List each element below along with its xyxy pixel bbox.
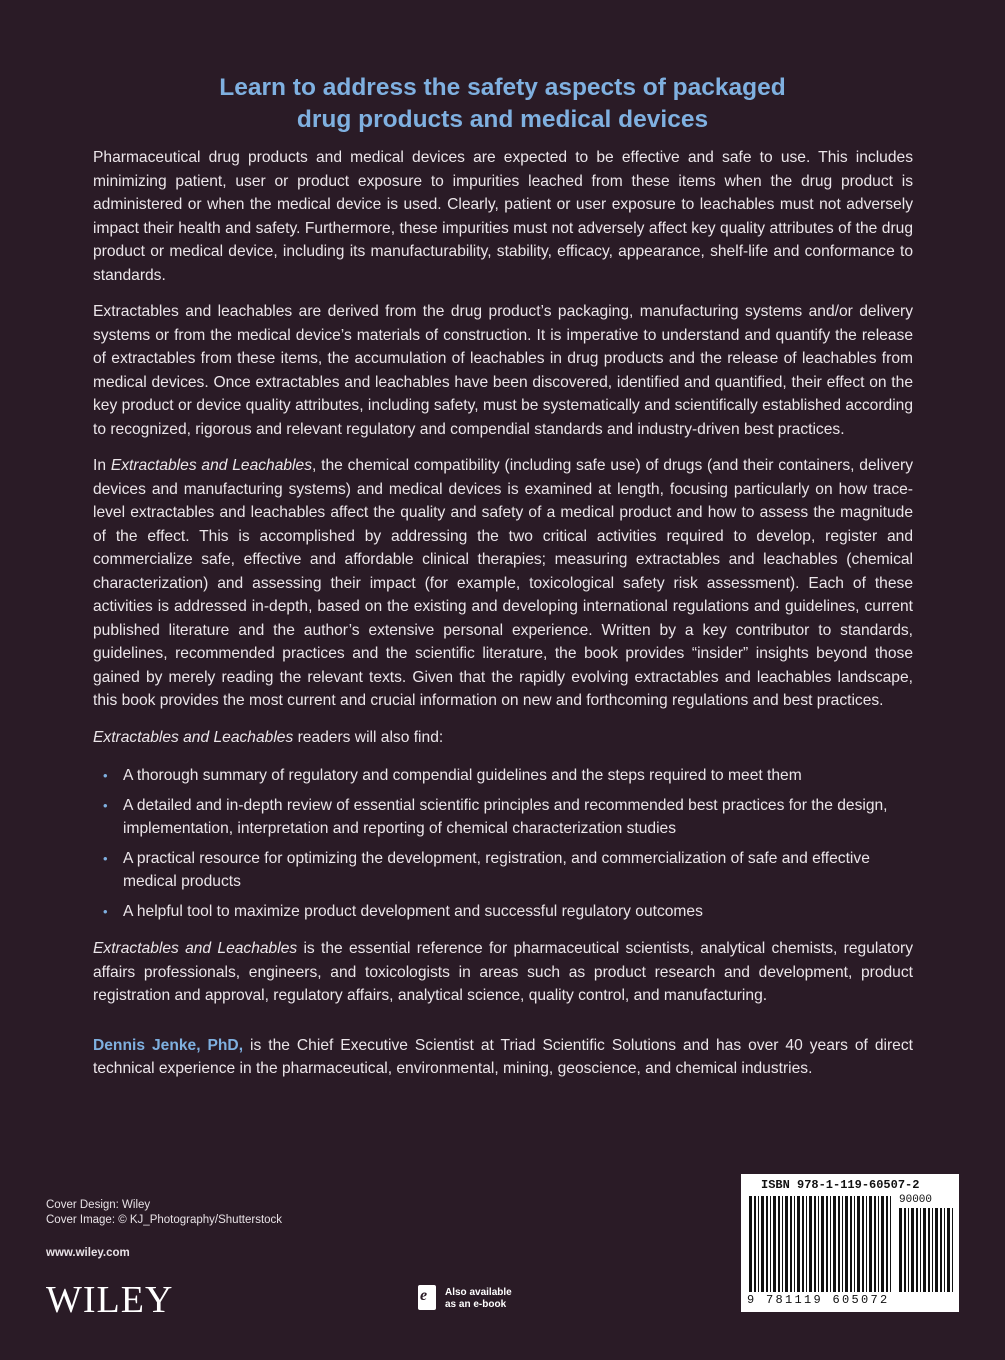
ebook-icon	[418, 1285, 436, 1310]
barcode-bar	[928, 1208, 930, 1292]
main-barcode	[749, 1196, 891, 1292]
barcode-bar	[947, 1208, 950, 1292]
list-item-text: A detailed and in-depth review of essential scientific principles and recommended best practices for the design, implementation, interpretation and reporting of chemical characterization studies	[123, 796, 888, 837]
barcode-bar	[778, 1196, 780, 1292]
barcode-bar	[899, 1208, 902, 1292]
barcode-bar	[838, 1196, 840, 1292]
barcode-bar	[874, 1196, 876, 1292]
barcode-bar	[904, 1208, 906, 1292]
list-item	[103, 900, 913, 924]
paragraph-5-rest: is the essential reference for pharmaceutical scientists, analytical chemists, regulatory affairs professionals, engineers, and toxicologists in areas such as product research and development, product registration and approval, regulatory affairs, analytical science, quality control, and manufacturing.	[93, 940, 913, 1004]
barcode-bar	[845, 1196, 848, 1292]
headline-line-1: Learn to address the safety aspects of packaged	[219, 74, 786, 101]
barcode-bar	[770, 1196, 771, 1292]
barcode-bar	[833, 1196, 836, 1292]
cover-design-credit: Cover Design: Wiley	[46, 1199, 151, 1211]
barcode-bar	[923, 1208, 926, 1292]
barcode-bar	[911, 1208, 914, 1292]
isbn-text: ISBN 978-1-119-60507-2	[761, 1178, 920, 1192]
author-name: Dennis Jenke, PhD,	[93, 1036, 244, 1054]
barcode-bar	[782, 1196, 783, 1292]
barcode-bar	[842, 1196, 843, 1292]
headline	[0, 72, 1005, 136]
cover-credits	[46, 1198, 282, 1228]
barcode-bar	[862, 1196, 864, 1292]
barcode-bar	[830, 1196, 831, 1292]
website-link[interactable]: www.wiley.com	[46, 1247, 130, 1259]
barcode-bar	[809, 1196, 812, 1292]
barcode-bar	[773, 1196, 776, 1292]
barcode-bar	[818, 1196, 819, 1292]
barcode-bar	[785, 1196, 788, 1292]
list-item-text: A helpful tool to maximize product development and successful regulatory outcomes	[123, 902, 703, 920]
barcode-bar	[826, 1196, 828, 1292]
barcode-bar	[790, 1196, 792, 1292]
barcode-bar	[890, 1196, 891, 1292]
book-title-italic: Extractables and Leachables	[93, 940, 298, 957]
barcode-bar	[944, 1208, 945, 1292]
list-item	[103, 764, 913, 788]
paragraph-1: Pharmaceutical drug products and medical devices are expected to be effective and safe to use. This includes minimizing patient, user or product exposure to impurities leached from these items when the drug product is administered or when the medical device is used. Clearly, patient or user exposure to leachables must not adversely impact their health and safety. Furthermore, these impurities must not adversely affect key quality attributes of the drug product or medical device, including its manufacturability, stability, efficacy, appearance, shelf-life and conformance to standards.	[93, 149, 913, 284]
barcode-bar	[754, 1196, 756, 1292]
paragraph-3	[93, 454, 913, 713]
list-item	[103, 847, 913, 894]
barcode-bar	[854, 1196, 855, 1292]
bullet-icon: •	[103, 850, 108, 866]
paragraph-3-rest: , the chemical compatibility (including safe use) of drugs (and their containers, delivery devices and manufacturing systems) and medical devices is examined at length, focusing particularly on how trace-level extractables and leachables affect the quality and safety of a medical product and how to assess the magnitude of the effect. This is accomplished by addressing the two critical activities required to develop, register and commercialize safe, effective and affordable clinical therapies; measuring extractables and leachables (chemical characterization) and assessing their impact (for example, toxicological safety risk assessment). Each of these activities is addressed in-depth, based on the existing and developing international regulations and guidelines, current published literature and the author’s extensive personal experience. Written by a key contributor to standards, guidelines, recommended practices and the scientific literature, the book provides “insider” insights beyond those gained by merely reading the relevant texts. Given that the rapidly evolving extractables and leachables landscape, this book provides the most current and crucial information on new and forthcoming regulations and best practices.	[93, 457, 913, 709]
barcode-bar	[881, 1196, 884, 1292]
barcode-bar	[814, 1196, 816, 1292]
barcode-bar	[935, 1208, 938, 1292]
wiley-logo: WILEY	[46, 1279, 174, 1321]
ebook-icon-letter: e	[420, 1287, 428, 1304]
body-text	[93, 146, 913, 1094]
isbn-barcode	[741, 1174, 959, 1312]
barcode-bar	[932, 1208, 933, 1292]
headline-line-2: drug products and medical devices	[296, 106, 709, 133]
barcode-bar	[940, 1208, 942, 1292]
author-bio-text: is the Chief Executive Scientist at Triad Scientific Solutions and has over 40 years of direct technical experience in the pharmaceutical, environmental, mining, geoscience, and chemical industries.	[93, 1036, 913, 1077]
barcode-bar	[749, 1196, 752, 1292]
book-title-italic: Extractables and Leachables	[110, 457, 312, 474]
barcode-bar	[886, 1196, 888, 1292]
barcode-bar	[850, 1196, 852, 1292]
barcode-bar	[821, 1196, 824, 1292]
bullet-icon: •	[103, 903, 108, 919]
barcode-bar	[857, 1196, 860, 1292]
list-item	[103, 794, 913, 841]
ebook-line-2: as an e-book	[445, 1299, 507, 1310]
barcode-bar	[758, 1196, 759, 1292]
barcode-bar	[878, 1196, 879, 1292]
barcode-bar	[916, 1208, 918, 1292]
barcode-bar	[761, 1196, 764, 1292]
price-code: 90000	[899, 1194, 933, 1206]
author-bio	[93, 1034, 913, 1081]
barcode-bar	[952, 1208, 953, 1292]
barcode-bar	[802, 1196, 804, 1292]
ebook-notice	[445, 1287, 512, 1311]
barcode-bar	[806, 1196, 807, 1292]
paragraph-3-prefix: In	[93, 457, 111, 474]
list-item-text: A practical resource for optimizing the development, registration, and commercialization of safe and effective medical products	[123, 849, 870, 890]
paragraph-4-rest: readers will also find:	[293, 728, 444, 746]
book-title-italic: Extractables and Leachables	[93, 728, 294, 746]
addon-barcode	[899, 1208, 953, 1292]
barcode-bar	[908, 1208, 909, 1292]
list-item-text: A thorough summary of regulatory and compendial guidelines and the steps required to meet them	[123, 767, 802, 784]
paragraph-4	[93, 726, 913, 750]
feature-list	[93, 764, 913, 923]
bullet-icon: •	[103, 768, 108, 783]
paragraph-2: Extractables and leachables are derived from the drug product’s packaging, manufacturing systems and/or delivery systems or from the medical device’s materials of construction. It is imperative to understand and quantify the release of extractables from these items, the accumulation of leachables in drug products and the release of leachables from medical devices. Once extractables and leachables have been discovered, identified and quantified, their effect on the key product or device quality attributes, including safety, must be systematically and scientifically established according to recognized, rigorous and relevant regulatory and compendial standards and industry-driven best practices.	[93, 303, 913, 438]
barcode-bar	[797, 1196, 800, 1292]
barcode-bar	[920, 1208, 921, 1292]
cover-image-credit: Cover Image: © KJ_Photography/Shutterstock	[46, 1214, 283, 1226]
barcode-bar	[766, 1196, 768, 1292]
bullet-icon: •	[103, 797, 108, 813]
barcode-bar	[869, 1196, 872, 1292]
barcode-bar	[794, 1196, 795, 1292]
paragraph-5	[93, 937, 913, 1008]
ean-digits: 9 781119 605072	[747, 1293, 890, 1307]
ebook-line-1: Also available	[445, 1287, 512, 1298]
barcode-bar	[866, 1196, 867, 1292]
